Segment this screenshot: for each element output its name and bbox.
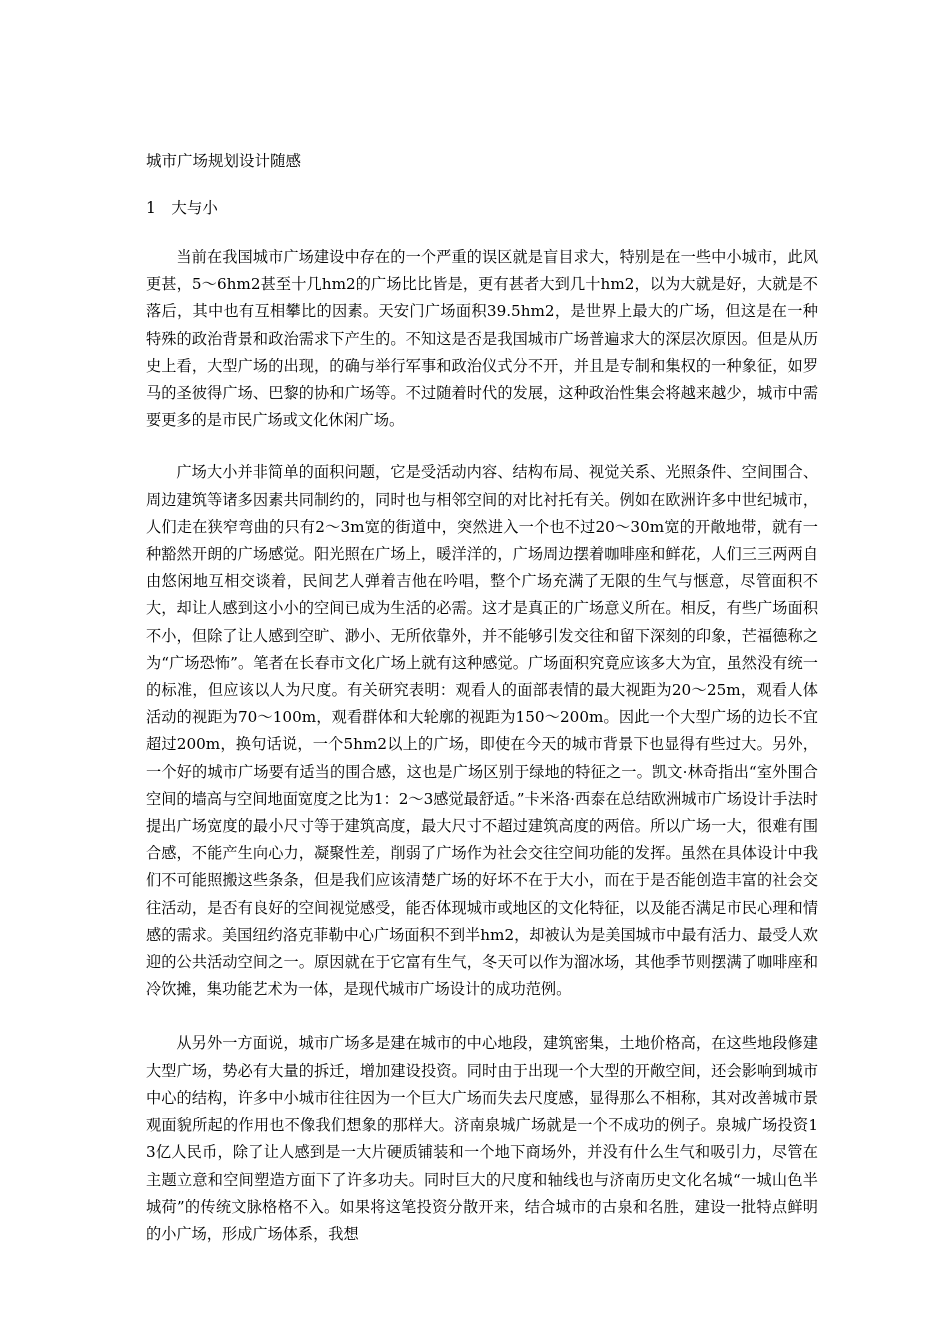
paragraph-3: 从另外一方面说，城市广场多是建在城市的中心地段，建筑密集，土地价格高，在这些地段修建大型广场，势必有大量的拆迁，增加建设投资。同时由于出现一个大型的开敞空间，还会影响到城市中心的结构，许多中小城市往往因为一个巨大广场而失去尺度感，显得那么不相称，其对改善城市景观面貌所起的作用也不像我们想象的那样大。济南泉城广场就是一个不成功的例子。泉城广场投资13亿人民币，除了让人感到是一大片硬质铺装和一个地下商场外，并没有什么生气和吸引力，尽管在主题立意和空间塑造方面下了许多功夫。同时巨大的尺度和轴线也与济南历史文化名城“一城山色半城荷”的传统文脉格格不入。如果将这笔投资分散开来，结合城市的古泉和名胜，建设一批特点鲜明的小广场，形成广场体系，我想 [146, 1034, 818, 1243]
section-heading: 1 大与小 [146, 199, 218, 217]
document-title: 城市广场规划设计随感 [146, 152, 302, 170]
paragraph-2: 广场大小并非简单的面积问题，它是受活动内容、结构布局、视觉关系、光照条件、空间围合、周边建筑等诸多因素共同制约的，同时也与相邻空间的对比衬托有关。例如在欧洲许多中世纪城市，人们走在狭窄弯曲的只有2～3m宽的街道中，突然进入一个也不过20～30m宽的开敞地带，就有一种豁然开朗的广场感觉。阳光照在广场上，暖洋洋的，广场周边摆着咖啡座和鲜花，人们三三两两自由悠闲地互相交谈着，民间艺人弹着吉他在吟唱，整个广场充满了无限的生气与惬意，尽管面积不大，却让人感到这小小的空间已成为生活的必需。这才是真正的广场意义所在。相反，有些广场面积不小，但除了让人感到空旷、渺小、无所依靠外，并不能够引发交往和留下深刻的印象，芒福德称之为“广场恐怖”。笔者在长春市文化广场上就有这种感觉。广场面积究竟应该多大为宜，虽然没有统一的标准，但应该以人为尺度。有关研究表明：观看人的面部表情的最大视距为20～25m，观看人体活动的视距为70～100m，观看群体和大轮廓的视距为150～200m。因此一个大型广场的边长不宜超过200m，换句话说，一个5hm2以上的广场，即使在今天的城市背景下也显得有些过大。另外，一个好的城市广场要有适当的围合感，这也是广场区别于绿地的特征之一。凯文·林奇指出“室外围合空间的墙高与空间地面宽度之比为1：2～3感觉最舒适。”卡米洛·西泰在总结欧洲城市广场设计手法时提出广场宽度的最小尺寸等于建筑高度，最大尺寸不超过建筑高度的两倍。所以广场一大，很难有围合感，不能产生向心力，凝聚性差，削弱了广场作为社会交往空间功能的发挥。虽然在具体设计中我们不可能照搬这些条条，但是我们应该清楚广场的好坏不在于大小，而在于是否能创造丰富的社会交往活动，是否有良好的空间视觉感受，能否体现城市或地区的文化特征，以及能否满足市民心理和情感的需求。美国纽约洛克菲勒中心广场面积不到半hm2，却被认为是美国城市中最有活力、最受人欢迎的公共活动空间之一。原因就在于它富有生气，冬天可以作为溜冰场，其他季节则摆满了咖啡座和冷饮摊，集功能艺术为一体，是现代城市广场设计的成功范例。 [146, 463, 818, 999]
paragraph-1: 当前在我国城市广场建设中存在的一个严重的误区就是盲目求大，特别是在一些中小城市，此风更甚，5～6hm2甚至十几hm2的广场比比皆是，更有甚者大到几十hm2，以为大就是好，大就是不落后，其中也有互相攀比的因素。天安门广场面积39.5hm2，是世界上最大的广场，但这是在一种特殊的政治背景和政治需求下产生的。不知这是否是我国城市广场普遍求大的深层次原因。但是从历史上看，大型广场的出现，的确与举行军事和政治仪式分不开，并且是专制和集权的一种象征，如罗马的圣彼得广场、巴黎的协和广场等。不过随着时代的发展，这种政治性集会将越来越少，城市中需要更多的是市民广场或文化休闲广场。 [146, 248, 818, 430]
document-page [146, 148, 818, 1248]
